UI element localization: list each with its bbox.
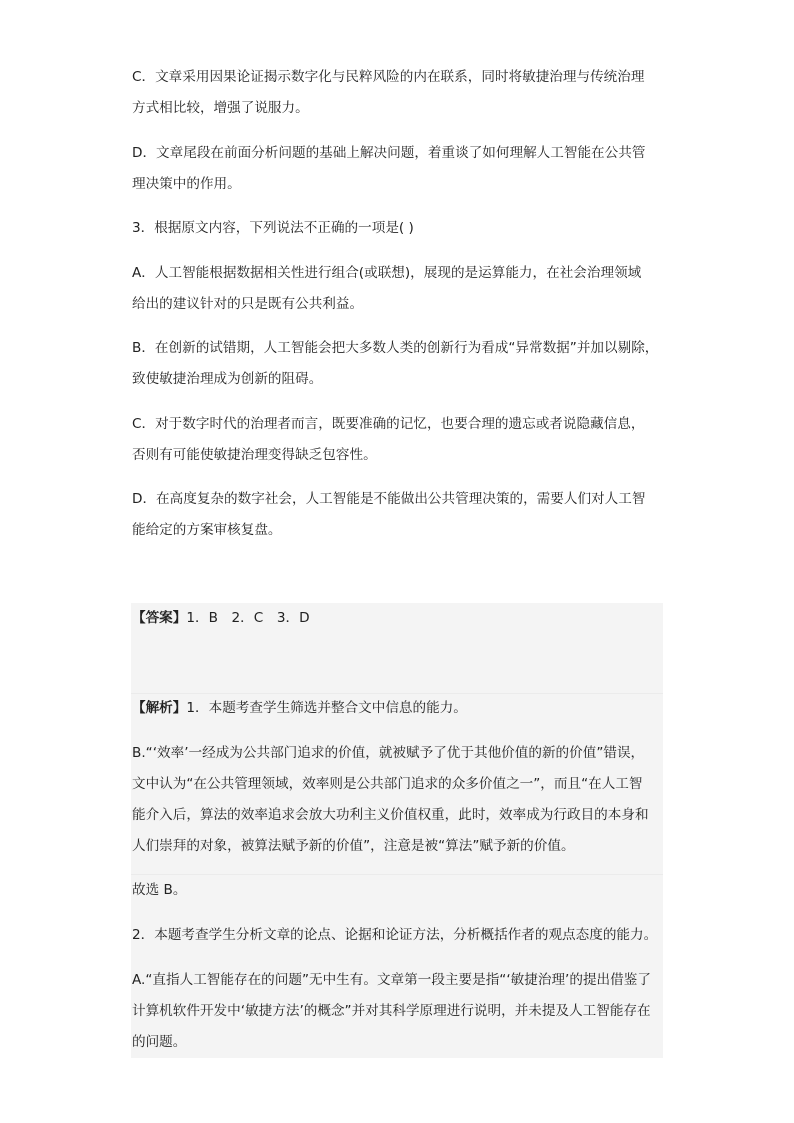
answer-line (132, 603, 664, 634)
option-c (132, 62, 664, 124)
q3-option-b-line-1: B．在创新的试错期，人工智能会把大多数人类的创新行为看成“异常数据”并加以剔除， (132, 340, 659, 356)
analysis-q1-conclusion: 故选 B。 (132, 882, 187, 898)
analysis-q1-line-3: 能介入后，算法的效率追求会放大功利主义价值权重，此时，效率成为行政目的本身和 (132, 807, 649, 823)
question-3-stem: 3．根据原文内容，下列说法不正确的一项是( ) (132, 220, 414, 236)
analysis-q2-line-2: 计算机软件开发中‘敏捷方法’的概念”并对其科学原理进行说明，并未提及人工智能存在 (132, 1003, 651, 1019)
analysis-q2-intro: 2．本题考查学生分析文章的论点、论据和论证方法，分析概括作者的观点态度的能力。 (132, 927, 658, 943)
option-d-line-2: 理决策中的作用。 (132, 176, 241, 192)
analysis-q2 (132, 965, 664, 1058)
analysis-q2-line-3: 的问题。 (132, 1034, 187, 1050)
q3-option-c-line-2: 否则有可能使敏捷治理变得缺乏包容性。 (132, 447, 377, 463)
analysis-intro-line (132, 693, 664, 724)
analysis-intro: 1．本题考查学生筛选并整合文中信息的能力。 (186, 700, 467, 716)
q3-option-a (132, 258, 664, 320)
answer-text: 1．B 2．C 3．D (186, 610, 310, 626)
q3-option-b-line-2: 致使敏捷治理成为创新的阻碍。 (132, 371, 323, 387)
q3-option-a-line-1: A．人工智能根据数据相关性进行组合(或联想)，展现的是运算能力，在社会治理领域 (132, 265, 642, 281)
analysis-q1-line-4: 人们崇拜的对象，被算法赋予新的价值”，注意是被“算法”赋予新的价值。 (132, 838, 575, 854)
q3-option-c-line-1: C．对于数字时代的治理者而言，既要准确的记忆，也要合理的遗忘或者说隐藏信息， (132, 416, 645, 432)
option-d (132, 138, 664, 200)
analysis-q1 (132, 738, 664, 862)
q3-option-a-line-2: 给出的建议针对的只是既有公共利益。 (132, 296, 364, 312)
q3-option-b (132, 333, 664, 395)
analysis-label: 【解析】 (132, 700, 187, 716)
answer-label: 【答案】 (132, 610, 187, 626)
option-d-line-1: D．文章尾段在前面分析问题的基础上解决问题，着重谈了如何理解人工智能在公共管 (132, 145, 646, 161)
analysis-q1-line-1: B.“‘效率’一经成为公共部门追求的价值，就被赋予了优于其他价值的新的价值”错误， (132, 745, 645, 761)
option-c-line-1: C．文章采用因果论证揭示数字化与民粹风险的内在联系，同时将敏捷治理与传统治理 (132, 69, 645, 85)
option-c-line-2: 方式相比较，增强了说服力。 (132, 100, 309, 116)
q3-option-d (132, 484, 664, 546)
analysis-q1-line-2: 文中认为“在公共管理领域，效率则是公共部门追求的众多价值之一”，而且“在人工智 (132, 776, 643, 792)
q3-option-d-line-1: D．在高度复杂的数字社会，人工智能是不能做出公共管理决策的，需要人们对人工智 (132, 491, 646, 507)
q3-option-d-line-2: 能给定的方案审核复盘。 (132, 522, 282, 538)
q3-option-c (132, 409, 664, 471)
analysis-q2-line-1: A.“直指人工智能存在的问题”无中生有。文章第一段主要是指“‘敏捷治理’的提出借鉴了 (132, 972, 651, 988)
